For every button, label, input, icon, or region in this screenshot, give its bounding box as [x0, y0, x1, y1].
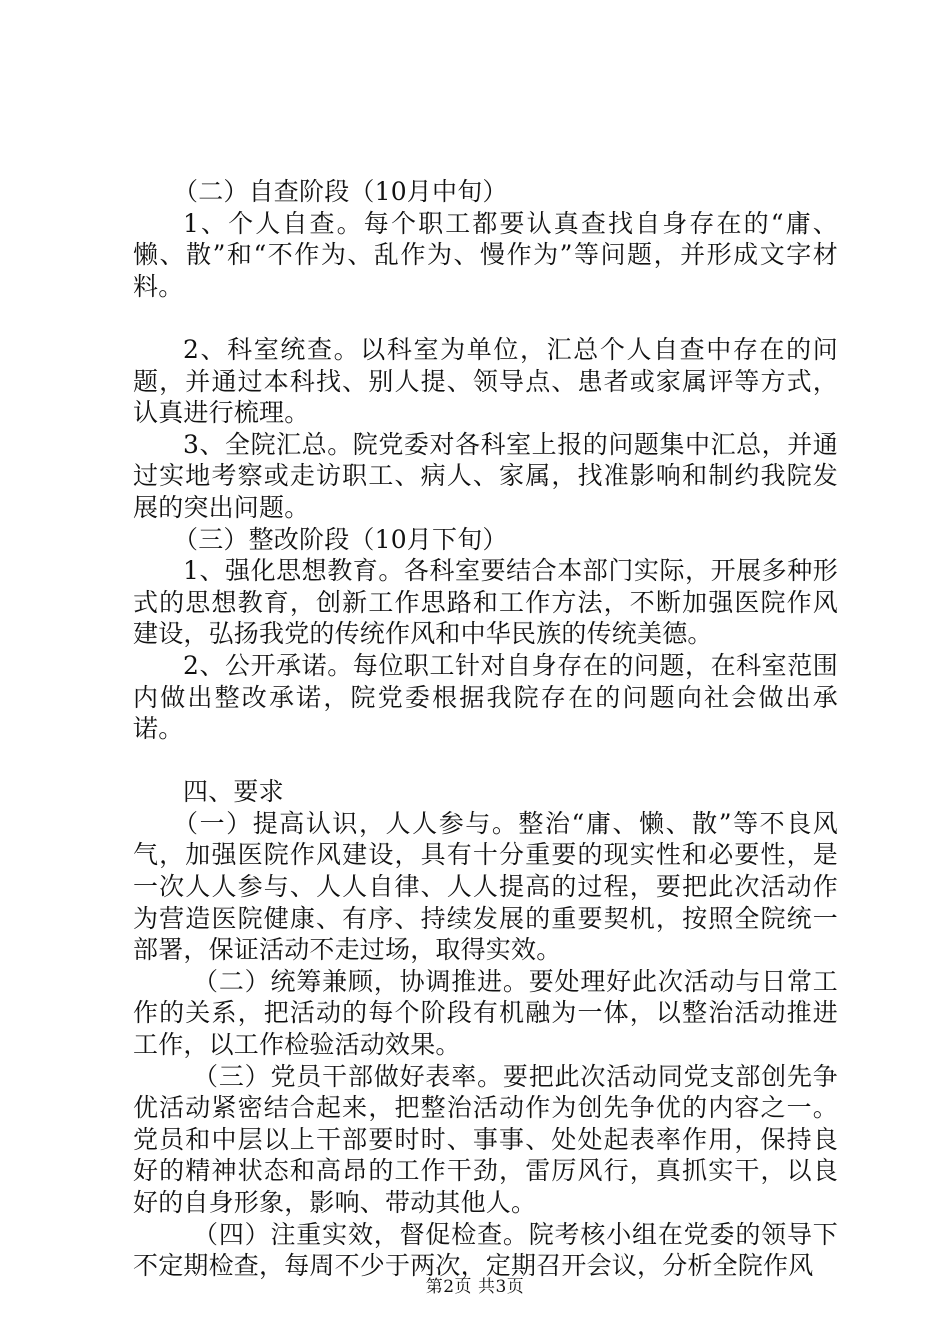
paragraph-ideological-education: 1、强化思想教育。各科室要结合本部门实际，开展多种形式的思想教育，创新工作思路和工作方法，不断加强医院作风建设，弘扬我党的传统作风和中华民族的传统美德。 — [133, 556, 838, 649]
section-heading-rectification: （三）整改阶段（10月下旬） — [173, 524, 508, 554]
page-number-footer: 第2页 共3页 — [425, 1277, 525, 1297]
paragraph-public-commitment: 2、公开承诺。每位职工针对自身存在的问题，在科室范围内做出整改承诺，院党委根据我院存在的问题向社会做出承诺。 — [133, 650, 838, 744]
paragraph-requirement-3: （三）党员干部做好表率。要把此次活动同党支部创先争优活动紧密结合起来，把整治活动作为创先争优的内容之一。党员和中层以上干部要时时、事事、处处起表率作用，保持良好的精神状态和高昂的工作干劲，雷厉风行，真抓实干，以良好的自身形象，影响、带动其他人。 — [133, 1061, 838, 1217]
paragraph-department-check: 2、科室统查。以科室为单位，汇总个人自查中存在的问题，并通过本科找、别人提、领导点、患者或家属评等方式，认真进行梳理。 — [133, 334, 838, 428]
paragraph-requirement-4: （四）注重实效，督促检查。院考核小组在党委的领导下不定期检查，每周不少于两次，定期召开会议，分析全院作风 — [133, 1219, 838, 1281]
paragraph-requirement-2: （二）统筹兼顾，协调推进。要处理好此次活动与日常工作的关系，把活动的每个阶段有机融为一体，以整治活动推进工作，以工作检验活动效果。 — [133, 966, 838, 1060]
section-heading-requirements: 四、要求 — [183, 777, 284, 807]
section-heading-self-check: （二）自查阶段（10月中旬） — [173, 177, 508, 206]
paragraph-requirement-1: （一）提高认识，人人参与。整治“庸、懒、散”等不良风气，加强医院作风建设，具有十分重要的现实性和必要性，是一次人人参与、人人自律、人人提高的过程，要把此次活动作为营造医院健康、有序、持续发展的重要契机，按照全院统一部署，保证活动不走过场，取得实效。 — [133, 808, 838, 965]
paragraph-personal-self-check: 1、个人自查。每个职工都要认真查找自身存在的“庸、懒、散”和“不作为、乱作为、慢作为”等问题，并形成文字材料。 — [133, 208, 838, 301]
document-body — [133, 176, 838, 1282]
paragraph-hospital-summary: 3、全院汇总。院党委对各科室上报的问题集中汇总，并通过实地考察或走访职工、病人、家属，找准影响和制约我院发展的突出问题。 — [133, 429, 838, 522]
